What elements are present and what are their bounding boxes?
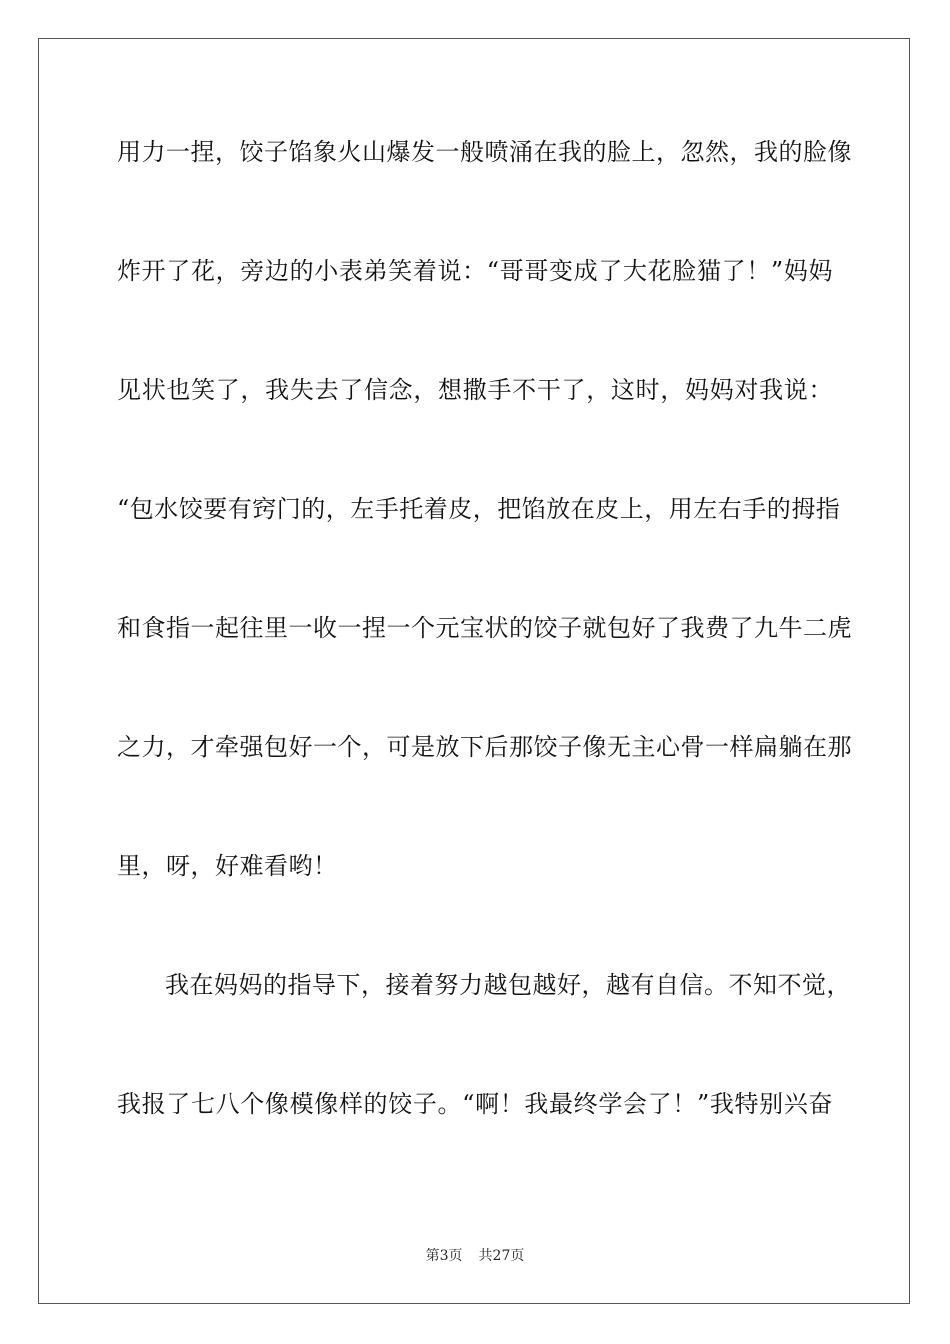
total-pages: 共27页: [478, 1248, 525, 1264]
page-number: 第3页: [425, 1248, 463, 1264]
text-line: 炸开了花，旁边的小表弟笑着说：“哥哥变成了大花脸猫了！”妈妈: [117, 257, 833, 285]
text-line: 之力，才牵强包好一个，可是放下后那饺子像无主心骨一样扁躺在那: [117, 733, 852, 761]
text-line: 里，呀，好难看哟！: [117, 852, 338, 880]
text-line: “包水饺要有窍门的，左手托着皮，把馅放在皮上，用左右手的拇指: [117, 495, 841, 523]
text-line: 见状也笑了，我失去了信念，想撒手不干了，这时，妈妈对我说：: [117, 376, 833, 404]
text-line: 用力一捏，饺子馅象火山爆发一般喷涌在我的脸上，忽然，我的脸像: [117, 138, 852, 166]
text-line: 我报了七八个像模像样的饺子。“啊！我最终学会了！”我特别兴奋: [117, 1090, 833, 1118]
body-text: [117, 122, 852, 1193]
paragraph-start-line: 我在妈妈的指导下，接着努力越包越好，越有自信。不知不觉，: [165, 971, 851, 999]
text-line: 和食指一起往里一收一捏一个元宝状的饺子就包好了我费了九牛二虎: [117, 614, 852, 642]
page-footer: [0, 1245, 950, 1265]
